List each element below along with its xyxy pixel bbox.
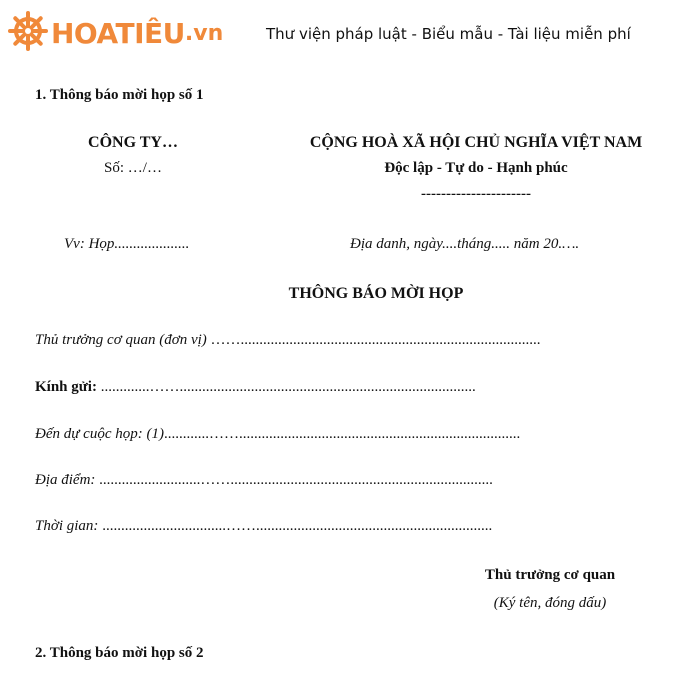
tagline: Thư viện pháp luật - Biểu mẫu - Tài liệu miễn phí: [266, 25, 631, 43]
field-location: [35, 472, 493, 489]
field-dots: .............……...............................................................................: [96, 379, 476, 395]
signature-title: Thủ trưởng cơ quan: [484, 567, 616, 583]
field-label: Thời gian:: [35, 518, 99, 534]
field-time: [35, 518, 492, 535]
field-dots: ............……...........................................................................: [163, 426, 521, 442]
document-title: THÔNG BÁO MỜI HỌP: [288, 285, 464, 302]
field-label: Thủ trưởng cơ quan (đơn vị): [35, 332, 207, 348]
company-name: CÔNG TY…: [88, 134, 178, 151]
header-divider: ----------------------: [421, 186, 531, 202]
nation-header: CỘNG HOÀ XÃ HỘI CHỦ NGHĨA VIỆT NAM: [309, 134, 643, 151]
signature-note: (Ký tên, đóng dấu): [493, 595, 607, 611]
field-meeting: [35, 426, 520, 443]
document-number: Số: …/…: [104, 160, 162, 176]
field-head-of-agency: [35, 332, 541, 349]
field-dots: ……................................................................................: [206, 332, 541, 348]
national-motto: Độc lập - Tự do - Hạnh phúc: [384, 160, 568, 176]
ship-wheel-icon: [8, 11, 48, 56]
section-1-title: 1. Thông báo mời họp số 1: [35, 87, 204, 103]
logo[interactable]: [8, 11, 223, 56]
site-header: [0, 0, 676, 70]
field-label: Địa điểm:: [35, 472, 96, 488]
logo-tld: .vn: [184, 21, 224, 46]
field-label: Đến dự cuộc họp: (1): [35, 426, 164, 442]
field-dots: ...........................……......................................................................: [95, 472, 493, 488]
section-2-title: 2. Thông báo mời họp số 2: [35, 645, 204, 661]
logo-text: HOATIÊU: [51, 17, 185, 50]
field-dots: .................................……...............................................................: [98, 518, 493, 534]
field-recipient: [35, 379, 476, 396]
place-date-line: Địa danh, ngày....tháng..... năm 20.….: [350, 236, 580, 252]
subject-line: Vv: Họp....................: [64, 236, 190, 252]
field-label: Kính gửi:: [35, 379, 97, 395]
